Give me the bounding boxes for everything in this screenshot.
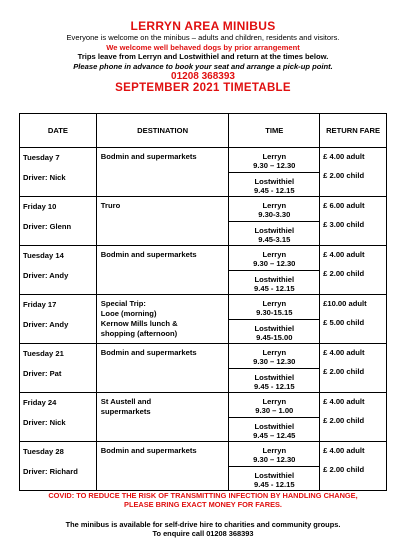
time-cell <box>229 197 320 246</box>
adult-fare: £ 4.00 adult <box>323 152 365 161</box>
destination-line: Looe (morning) <box>100 309 157 318</box>
destination-cell <box>96 393 229 442</box>
date-cell <box>20 344 97 393</box>
lerryn-times <box>229 148 319 171</box>
lostwithiel-label: Lostwithiel <box>254 372 295 382</box>
lerryn-time: 9.30 – 12.30 <box>253 357 296 367</box>
hire-notice <box>0 520 406 539</box>
lerryn-label: Lerryn <box>262 397 287 406</box>
lerryn-times <box>229 197 319 220</box>
lerryn-time: 9.30 – 1.00 <box>255 406 294 416</box>
timetable-subtitle: SEPTEMBER 2021 TIMETABLE <box>115 82 291 95</box>
date-cell <box>20 148 97 197</box>
welcome-text: Everyone is welcome on the minibus – adults and children, residents and visitors. <box>66 33 340 42</box>
fare-cell <box>320 246 387 295</box>
lostwithiel-time: 9.45-3.15 <box>258 235 291 245</box>
date-cell <box>20 246 97 295</box>
hire-notice-line-2: To enquire call 01208 368393 <box>152 529 254 539</box>
child-fare: £ 2.00 child <box>323 367 365 376</box>
date-cell <box>20 197 97 246</box>
lerryn-times <box>229 393 319 416</box>
table-row <box>20 295 387 344</box>
document-header <box>0 0 406 94</box>
trip-date: Tuesday 14 <box>23 251 64 260</box>
driver-name: Driver: Glenn <box>23 222 72 231</box>
trip-date: Friday 10 <box>23 202 57 211</box>
lostwithiel-time: 9.45 - 12.15 <box>254 186 295 196</box>
lostwithiel-times <box>229 221 319 245</box>
timetable-table <box>19 113 387 491</box>
lostwithiel-time: 9.45 - 12.15 <box>254 382 295 392</box>
trip-date: Tuesday 28 <box>23 447 64 456</box>
page-title: LERRYN AREA MINIBUS <box>130 19 276 33</box>
destination-cell <box>96 197 229 246</box>
lerryn-label: Lerryn <box>262 201 287 210</box>
trip-date: Tuesday 21 <box>23 349 64 358</box>
destination-line: shopping (afternoon) <box>100 329 178 338</box>
driver-name: Driver: Nick <box>23 418 66 427</box>
driver-name: Driver: Richard <box>23 467 78 476</box>
table-body <box>20 148 387 491</box>
trip-date: Friday 24 <box>23 398 57 407</box>
destination-cell <box>96 148 229 197</box>
lostwithiel-times <box>229 270 319 294</box>
date-cell <box>20 393 97 442</box>
child-fare: £ 2.00 child <box>323 465 365 474</box>
lerryn-label: Lerryn <box>262 348 287 357</box>
child-fare: £ 5.00 child <box>323 318 365 327</box>
child-fare: £ 2.00 child <box>323 269 365 278</box>
lerryn-time: 9.30 – 12.30 <box>253 161 296 171</box>
trip-date: Friday 17 <box>23 300 57 309</box>
fare-cell <box>320 442 387 491</box>
lostwithiel-time: 9.45-15.00 <box>256 333 293 343</box>
driver-name: Driver: Pat <box>23 369 62 378</box>
destination-cell <box>96 442 229 491</box>
lerryn-label: Lerryn <box>262 250 287 259</box>
dogs-notice: We welcome well behaved dogs by prior arrangement <box>106 42 300 52</box>
trip-date: Tuesday 7 <box>23 153 60 162</box>
lerryn-times <box>229 344 319 367</box>
date-cell <box>20 295 97 344</box>
adult-fare: £ 4.00 adult <box>323 250 365 259</box>
destination-line: Bodmin and supermarkets <box>100 446 197 455</box>
destination-cell <box>96 246 229 295</box>
adult-fare: £10.00 adult <box>323 299 367 308</box>
table-row <box>20 393 387 442</box>
adult-fare: £ 4.00 adult <box>323 397 365 406</box>
lostwithiel-label: Lostwithiel <box>254 323 295 333</box>
hire-notice-line-1: The minibus is available for self-drive hire to charities and community groups. <box>65 520 341 529</box>
trips-text: Trips leave from Lerryn and Lostwithiel and return at the times below. <box>77 52 329 62</box>
column-header-destination: DESTINATION <box>96 114 229 148</box>
time-cell <box>229 442 320 491</box>
destination-line: Kernow Mills lunch & <box>100 319 178 328</box>
lostwithiel-label: Lostwithiel <box>254 470 295 480</box>
lerryn-time: 9.30-15.15 <box>256 308 293 318</box>
fare-cell <box>320 344 387 393</box>
covid-notice-line-1: COVID: TO REDUCE THE RISK OF TRANSMITTING INFECTION BY HANDLING CHANGE, <box>48 491 358 500</box>
driver-name: Driver: Andy <box>23 271 69 280</box>
driver-name: Driver: Nick <box>23 173 66 182</box>
fare-cell <box>320 295 387 344</box>
lostwithiel-time: 9.45 – 12.45 <box>253 431 296 441</box>
time-cell <box>229 295 320 344</box>
lerryn-times <box>229 442 319 465</box>
table-row <box>20 442 387 491</box>
destination-line: St Austell and <box>100 397 152 406</box>
lostwithiel-label: Lostwithiel <box>254 421 295 431</box>
fare-cell <box>320 197 387 246</box>
table-row <box>20 344 387 393</box>
time-cell <box>229 246 320 295</box>
lostwithiel-times <box>229 417 319 441</box>
child-fare: £ 2.00 child <box>323 416 365 425</box>
column-header-return-fare: RETURN FARE <box>320 114 387 148</box>
table-row <box>20 197 387 246</box>
driver-name: Driver: Andy <box>23 320 69 329</box>
lostwithiel-times <box>229 368 319 392</box>
table-header-row <box>20 114 387 148</box>
column-header-date: DATE <box>20 114 97 148</box>
lerryn-label: Lerryn <box>262 446 287 455</box>
lostwithiel-label: Lostwithiel <box>254 274 295 284</box>
adult-fare: £ 4.00 adult <box>323 446 365 455</box>
lerryn-time: 9.30-3.30 <box>258 210 291 220</box>
table-row <box>20 148 387 197</box>
time-cell <box>229 344 320 393</box>
adult-fare: £ 6.00 adult <box>323 201 365 210</box>
destination-line: Bodmin and supermarkets <box>100 250 197 259</box>
lerryn-label: Lerryn <box>262 152 287 161</box>
lerryn-label: Lerryn <box>262 299 287 308</box>
lerryn-times <box>229 295 319 318</box>
lostwithiel-time: 9.45 - 12.15 <box>254 480 295 490</box>
fare-cell <box>320 393 387 442</box>
destination-cell <box>96 295 229 344</box>
time-cell <box>229 393 320 442</box>
lerryn-times <box>229 246 319 269</box>
covid-notice-line-2: PLEASE BRING EXACT MONEY FOR FARES. <box>124 500 282 510</box>
covid-notice <box>0 491 406 510</box>
destination-line: Truro <box>100 201 121 210</box>
destination-cell <box>96 344 229 393</box>
lerryn-time: 9.30 – 12.30 <box>253 259 296 269</box>
lostwithiel-times <box>229 172 319 196</box>
adult-fare: £ 4.00 adult <box>323 348 365 357</box>
date-cell <box>20 442 97 491</box>
phone-number: 01208 368393 <box>171 71 235 83</box>
child-fare: £ 3.00 child <box>323 220 365 229</box>
destination-line: supermarkets <box>100 407 151 416</box>
lostwithiel-time: 9.45 - 12.15 <box>254 284 295 294</box>
lostwithiel-label: Lostwithiel <box>254 176 295 186</box>
lostwithiel-times <box>229 466 319 490</box>
lostwithiel-label: Lostwithiel <box>254 225 295 235</box>
destination-line: Bodmin and supermarkets <box>100 152 197 161</box>
destination-line: Bodmin and supermarkets <box>100 348 197 357</box>
fare-cell <box>320 148 387 197</box>
lostwithiel-times <box>229 319 319 343</box>
advance-booking-text: Please phone in advance to book your seat and arrange a pick-up point. <box>73 61 333 71</box>
time-cell <box>229 148 320 197</box>
column-header-time: TIME <box>229 114 320 148</box>
lerryn-time: 9.30 – 12.30 <box>253 455 296 465</box>
table-row <box>20 246 387 295</box>
child-fare: £ 2.00 child <box>323 171 365 180</box>
destination-line: Special Trip: <box>100 299 146 308</box>
